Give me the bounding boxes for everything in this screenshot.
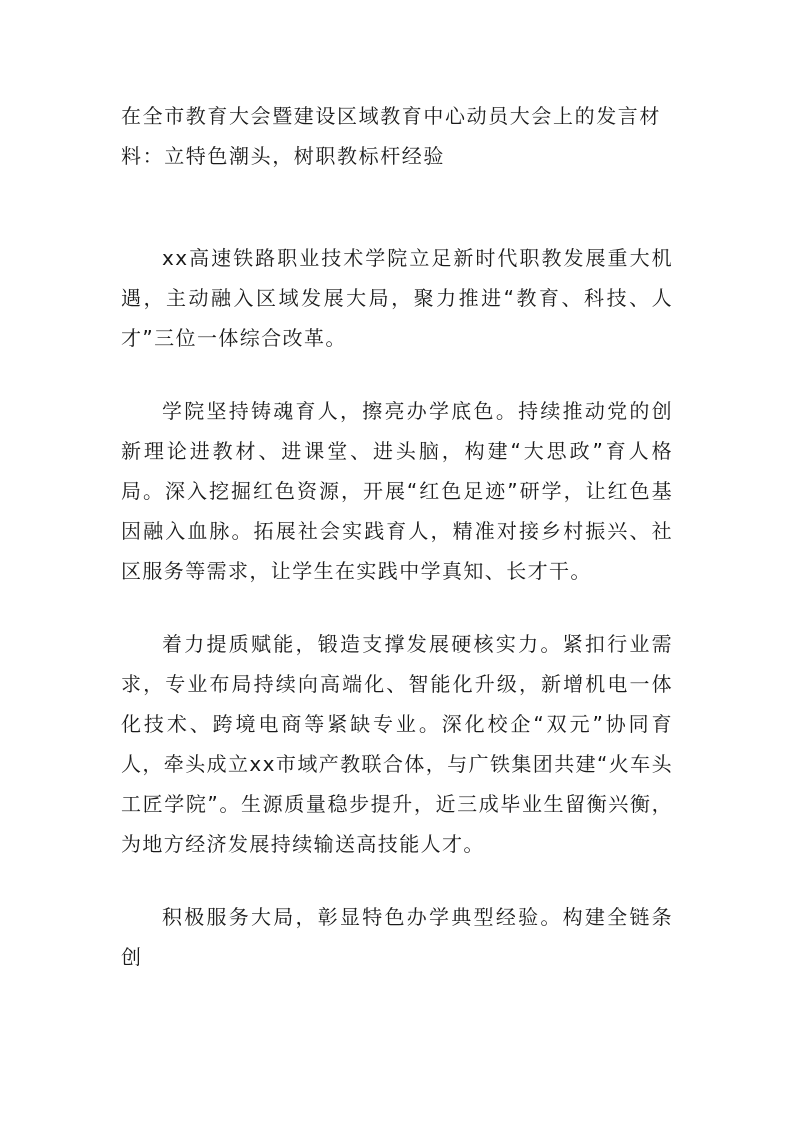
- paragraph-service: 积极服务大局，彰显特色办学典型经验。构建全链条创: [121, 905, 673, 969]
- document-body: [121, 238, 673, 977]
- paragraph-intro: xx高速铁路职业技术学院立足新时代职教发展重大机遇，主动融入区域发展大局，聚力推进“教育、科技、人才”三位一体综合改革。: [121, 246, 673, 350]
- paragraph-education: 学院坚持铸魂育人，擦亮办学底色。持续推动党的创新理论进教材、进课堂、进头脑，构建“大思政”育人格局。深入挖掘红色资源，开展“红色足迹”研学，让红色基因融入血脉。拓展社会实践育人，精准对接乡村振兴、社区服务等需求，让学生在实践中学真知、长才干。: [121, 399, 673, 583]
- paragraph-quality: 着力提质赋能，锻造支撑发展硬核实力。紧扣行业需求，专业布局持续向高端化、智能化升级，新增机电一体化技术、跨境电商等紧缺专业。深化校企“双元”协同育人，牵头成立xx市域产教联合体，与广铁集团共建“火车头工匠学院”。生源质量稳步提升，近三成毕业生留衡兴衡，为地方经济发展持续输送高技能人才。: [121, 632, 673, 856]
- document-title: 在全市教育大会暨建设区域教育中心动员大会上的发言材料：立特色潮头，树职教标杆经验: [121, 104, 661, 168]
